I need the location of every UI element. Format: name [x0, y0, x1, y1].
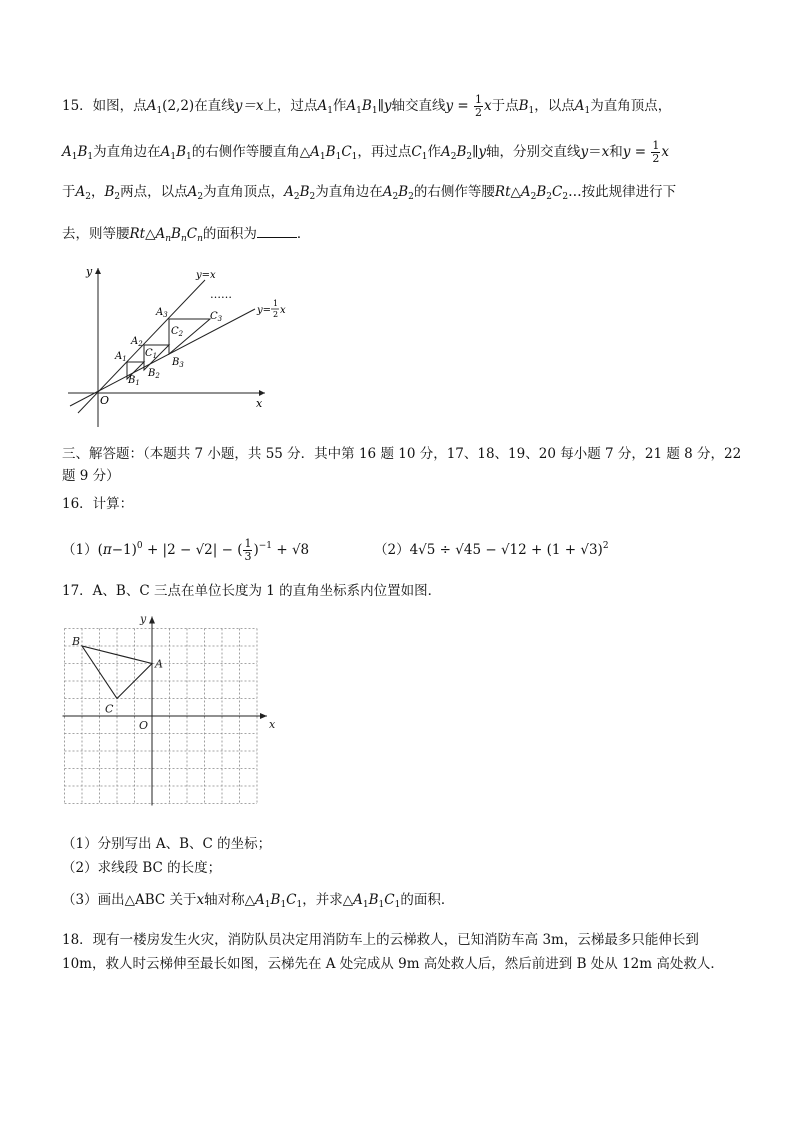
- q17-part-3: （3）画出△ABC 关于x轴对称$\triangle A_1B_1C_1$，并求$\triangle A_1B_1C_1$的面积．: [62, 892, 455, 910]
- sub: 1: [156, 106, 163, 116]
- text: （3）画出△ABC 关于: [62, 892, 197, 908]
- q16-title: 16．计算：: [62, 496, 134, 512]
- text: ．: [296, 226, 311, 242]
- section-3-title: 三、解答题：（本题共 7 小题，共 55 分．其中第 16 题 10 分，17、18、19、20 每小题 7 分，21 题 8 分，22: [62, 446, 742, 462]
- label-c2: $C_2$: [171, 326, 184, 338]
- text: ，以点: [534, 98, 575, 114]
- section-3-title-cont: 题 9 分）: [62, 468, 120, 484]
- label: （1）: [62, 542, 98, 558]
- text: y: [383, 98, 392, 114]
- x-axis-label: x: [269, 718, 276, 731]
- text: 轴，分别交直线: [486, 144, 581, 160]
- label-a3: $A_3$: [156, 307, 168, 319]
- label-a1: $A_1$: [115, 351, 127, 363]
- fraction-half: $\frac{1}{2}$: [475, 93, 482, 119]
- text: 为直角边在: [93, 144, 161, 160]
- text: ，: [90, 184, 105, 200]
- label-c: C: [105, 702, 114, 716]
- label-c1: $C_1$: [145, 348, 158, 360]
- label-a: A: [155, 657, 163, 671]
- label-b: B: [72, 635, 81, 648]
- text: ∥: [377, 98, 384, 114]
- text: 的面积为: [202, 226, 257, 242]
- q18-line-1: 18．现有一楼房发生火灾，消防队员决定用消防车上的云梯救人，已知消防车高 3m，云梯最多只能伸长到: [62, 932, 699, 948]
- label-y-half-x-den: 2: [273, 310, 279, 319]
- text: 轴对称△: [204, 892, 256, 908]
- ellipsis: ……: [210, 288, 232, 301]
- x-axis-label: x: [256, 397, 263, 410]
- text: …按此规律进行下: [568, 184, 677, 200]
- q17-part-1: （1）分别写出 A、B、C 的坐标；: [62, 836, 272, 852]
- label-y-eq-x: y=x: [196, 270, 216, 281]
- q15-line-1: 15．如图，点$A_1(2,2)$在直线y＝x上，过点$A_1$作$A_1B_1\parallel y$轴交直线y = $\frac{1}{2}$ x于点$B_1$，以点$A_1$为直角顶点，: [62, 93, 672, 119]
- text: 于: [62, 184, 76, 200]
- text: 为直角边在: [315, 184, 383, 200]
- text: 为直角顶点，: [203, 184, 285, 200]
- text: ∥: [472, 144, 479, 160]
- label-a2: $A_2$: [131, 336, 143, 348]
- label-c3: $C_3$: [210, 311, 223, 323]
- q17-title: 17．A、B、C 三点在单位长度为 1 的直角坐标系内位置如图．: [62, 583, 442, 599]
- text: ，并求△: [302, 892, 354, 908]
- text: 的右侧作等腰直角△: [191, 144, 311, 160]
- text: 轴交直线: [391, 98, 446, 114]
- y-axis-label: y: [86, 265, 93, 278]
- text: 为直角顶点，: [590, 98, 672, 114]
- text: 上，过点: [263, 98, 318, 114]
- q16-part-1: $(1)(\pi-1)^0 + |2 - √2|$ − ( $\frac{1}{3}$ )$^{-1}$ + √8: [62, 537, 310, 563]
- text: 和: [609, 144, 623, 160]
- text: Rt△: [494, 184, 521, 200]
- answer-blank[interactable]: [257, 225, 297, 238]
- q18-line-2: 10m，救人时云梯伸至最长如图，云梯先在 A 处完成从 9m 高处救人后，然后前进到 B 处从 12m 高处救人．: [62, 956, 724, 972]
- text: 作: [332, 98, 347, 114]
- label-b1: $B_1$: [128, 375, 140, 387]
- text: 的右侧作等腰: [413, 184, 495, 200]
- math-coord: (2,2): [162, 98, 195, 114]
- label-b3: $B_3$: [172, 357, 184, 369]
- text: 的面积．: [400, 892, 455, 908]
- label-y-half-x-pre: y=: [257, 305, 272, 316]
- text: ，再过点: [357, 144, 412, 160]
- text: 去，则等腰: [62, 226, 130, 242]
- q16-part-2: $(2)4√5 \div √45 - √12 + (1 + √3)^2$: [374, 541, 609, 558]
- x-axis-arrow: [260, 713, 267, 719]
- q15-line-2: $A_1B_1$为直角边在$A_1B_1$的右侧作等腰直角$\triangle A_1B_1C_1$，再过点$C_1$作$A_2B_2\parallel y$轴，分别交直线y＝x和y = $\frac{1}{2}$ x: [62, 139, 669, 165]
- label-b2: $B_2$: [148, 368, 160, 380]
- text: x: [196, 892, 205, 908]
- q15-line-3: 于$A_2$，$B_2$两点，以点$A_2$为直角顶点，$A_2B_2$为直角边在$A_2B_2$的右侧作等腰$Rt\triangle A_2B_2C_2\dots$按此规律进行下: [62, 184, 677, 202]
- math-eq: y＝x: [234, 98, 264, 114]
- math-a1: A: [146, 98, 157, 114]
- text: 两点，以点: [120, 184, 188, 200]
- text: 在直线: [194, 98, 235, 114]
- q15-line-4: 去，则等腰$Rt\triangle A_nB_nC_n$的面积为 ．: [62, 226, 311, 244]
- label: （2）: [374, 542, 410, 558]
- text: 作: [427, 144, 441, 160]
- y-axis-label: y: [140, 612, 147, 626]
- label-y-half-x-num: 1: [273, 299, 279, 308]
- text: 15．如图，点: [62, 98, 147, 114]
- y-axis-arrow: [149, 617, 155, 624]
- q17-part-2: （2）求线段 BC 的长度；: [62, 860, 222, 876]
- q17-coordinate-figure: [62, 606, 276, 821]
- origin-label: O: [139, 719, 149, 732]
- q15-figure: [60, 262, 285, 432]
- label-y-half-x-post: x: [280, 305, 286, 316]
- text: 于点: [491, 98, 519, 114]
- fraction-half: $\frac{1}{2}$: [652, 139, 660, 165]
- origin-label: O: [100, 394, 110, 407]
